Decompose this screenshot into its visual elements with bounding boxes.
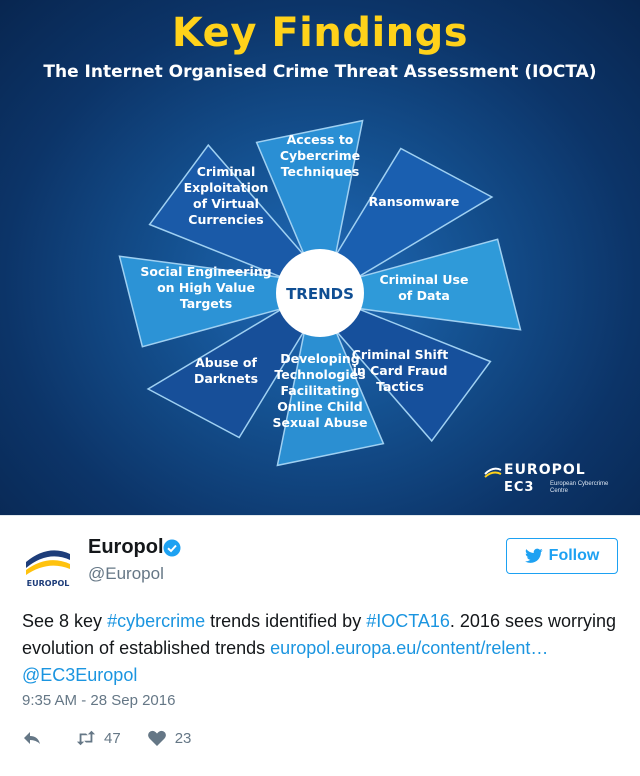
trend-label: Darknets xyxy=(193,371,259,386)
avatar-label: EUROPOL xyxy=(26,579,70,588)
trend-label: Techniques xyxy=(280,164,360,179)
center-label: TRENDS xyxy=(286,285,354,303)
retweet-count: 47 xyxy=(104,729,121,747)
trend-label: Sexual Abuse xyxy=(272,415,368,430)
avatar[interactable] xyxy=(22,538,74,590)
tweet-text-segment: See 8 key xyxy=(22,611,108,631)
trend-label: Exploitation xyxy=(183,180,269,195)
follow-label: Follow xyxy=(548,547,600,564)
reply-icon xyxy=(22,729,42,747)
tweet-link[interactable]: #IOCTA16 xyxy=(366,611,450,631)
tweet-text-segment: . 2016 sees worrying evolution of established trends xyxy=(22,611,616,658)
follow-button[interactable] xyxy=(506,538,618,574)
infographic-subtitle: The Internet Organised Crime Threat Assessment (IOCTA) xyxy=(43,62,597,82)
trend-label: Online Child xyxy=(277,399,363,414)
tweet-text xyxy=(22,608,624,689)
tweet-actions xyxy=(22,726,217,750)
tweet-link[interactable]: @EC3Europol xyxy=(22,665,138,685)
tweet-card xyxy=(0,516,640,776)
europol-ec3-logo xyxy=(484,462,624,502)
trend-label: Tactics xyxy=(376,379,424,394)
trend-label: Targets xyxy=(179,296,233,311)
logo-caption: European Cybercrime Centre xyxy=(550,481,609,494)
reply-action[interactable] xyxy=(22,729,50,747)
europol-mark-icon xyxy=(484,464,502,478)
retweet-action[interactable] xyxy=(76,729,121,747)
verified-badge-icon xyxy=(163,539,181,557)
like-action[interactable] xyxy=(147,729,192,747)
infographic-title: Key Findings xyxy=(171,10,469,56)
trend-label: Access to xyxy=(286,132,354,147)
trend-label: Ransomware xyxy=(368,194,460,209)
trend-label: Developing xyxy=(280,351,360,366)
twitter-bird-icon xyxy=(525,548,543,564)
trend-label: Facilitating xyxy=(280,383,360,398)
trend-label: Cybercrime xyxy=(279,148,361,163)
trend-label: Criminal Use xyxy=(379,272,469,287)
tweet-link[interactable]: europol.europa.eu/content/relent… xyxy=(270,638,549,658)
like-count: 23 xyxy=(174,729,192,747)
trend-label: in Card Fraud xyxy=(352,363,448,378)
heart-icon xyxy=(147,729,167,747)
account-name[interactable]: Europol xyxy=(88,536,164,558)
tweet-text-segment: trends identified by xyxy=(205,611,367,631)
retweet-icon xyxy=(76,729,96,747)
trend-label: Abuse of xyxy=(195,355,257,370)
trend-label: Criminal xyxy=(196,164,256,179)
trend-label: Criminal Shift xyxy=(351,347,449,362)
trend-label: Technologies xyxy=(274,367,366,382)
trend-label: of Data xyxy=(398,288,450,303)
trend-label: Social Engineering xyxy=(140,264,272,279)
trend-label: on High Value xyxy=(157,280,255,295)
trend-label: of Virtual xyxy=(193,196,259,211)
account-handle[interactable]: @Europol xyxy=(88,564,164,583)
trend-label: Currencies xyxy=(188,212,264,227)
tweet-timestamp[interactable]: 9:35 AM - 28 Sep 2016 xyxy=(22,692,176,709)
logo-name: EUROPOL xyxy=(504,462,586,478)
tweet-link[interactable]: #cybercrime xyxy=(107,611,206,631)
logo-sub: EC3 xyxy=(504,480,535,495)
